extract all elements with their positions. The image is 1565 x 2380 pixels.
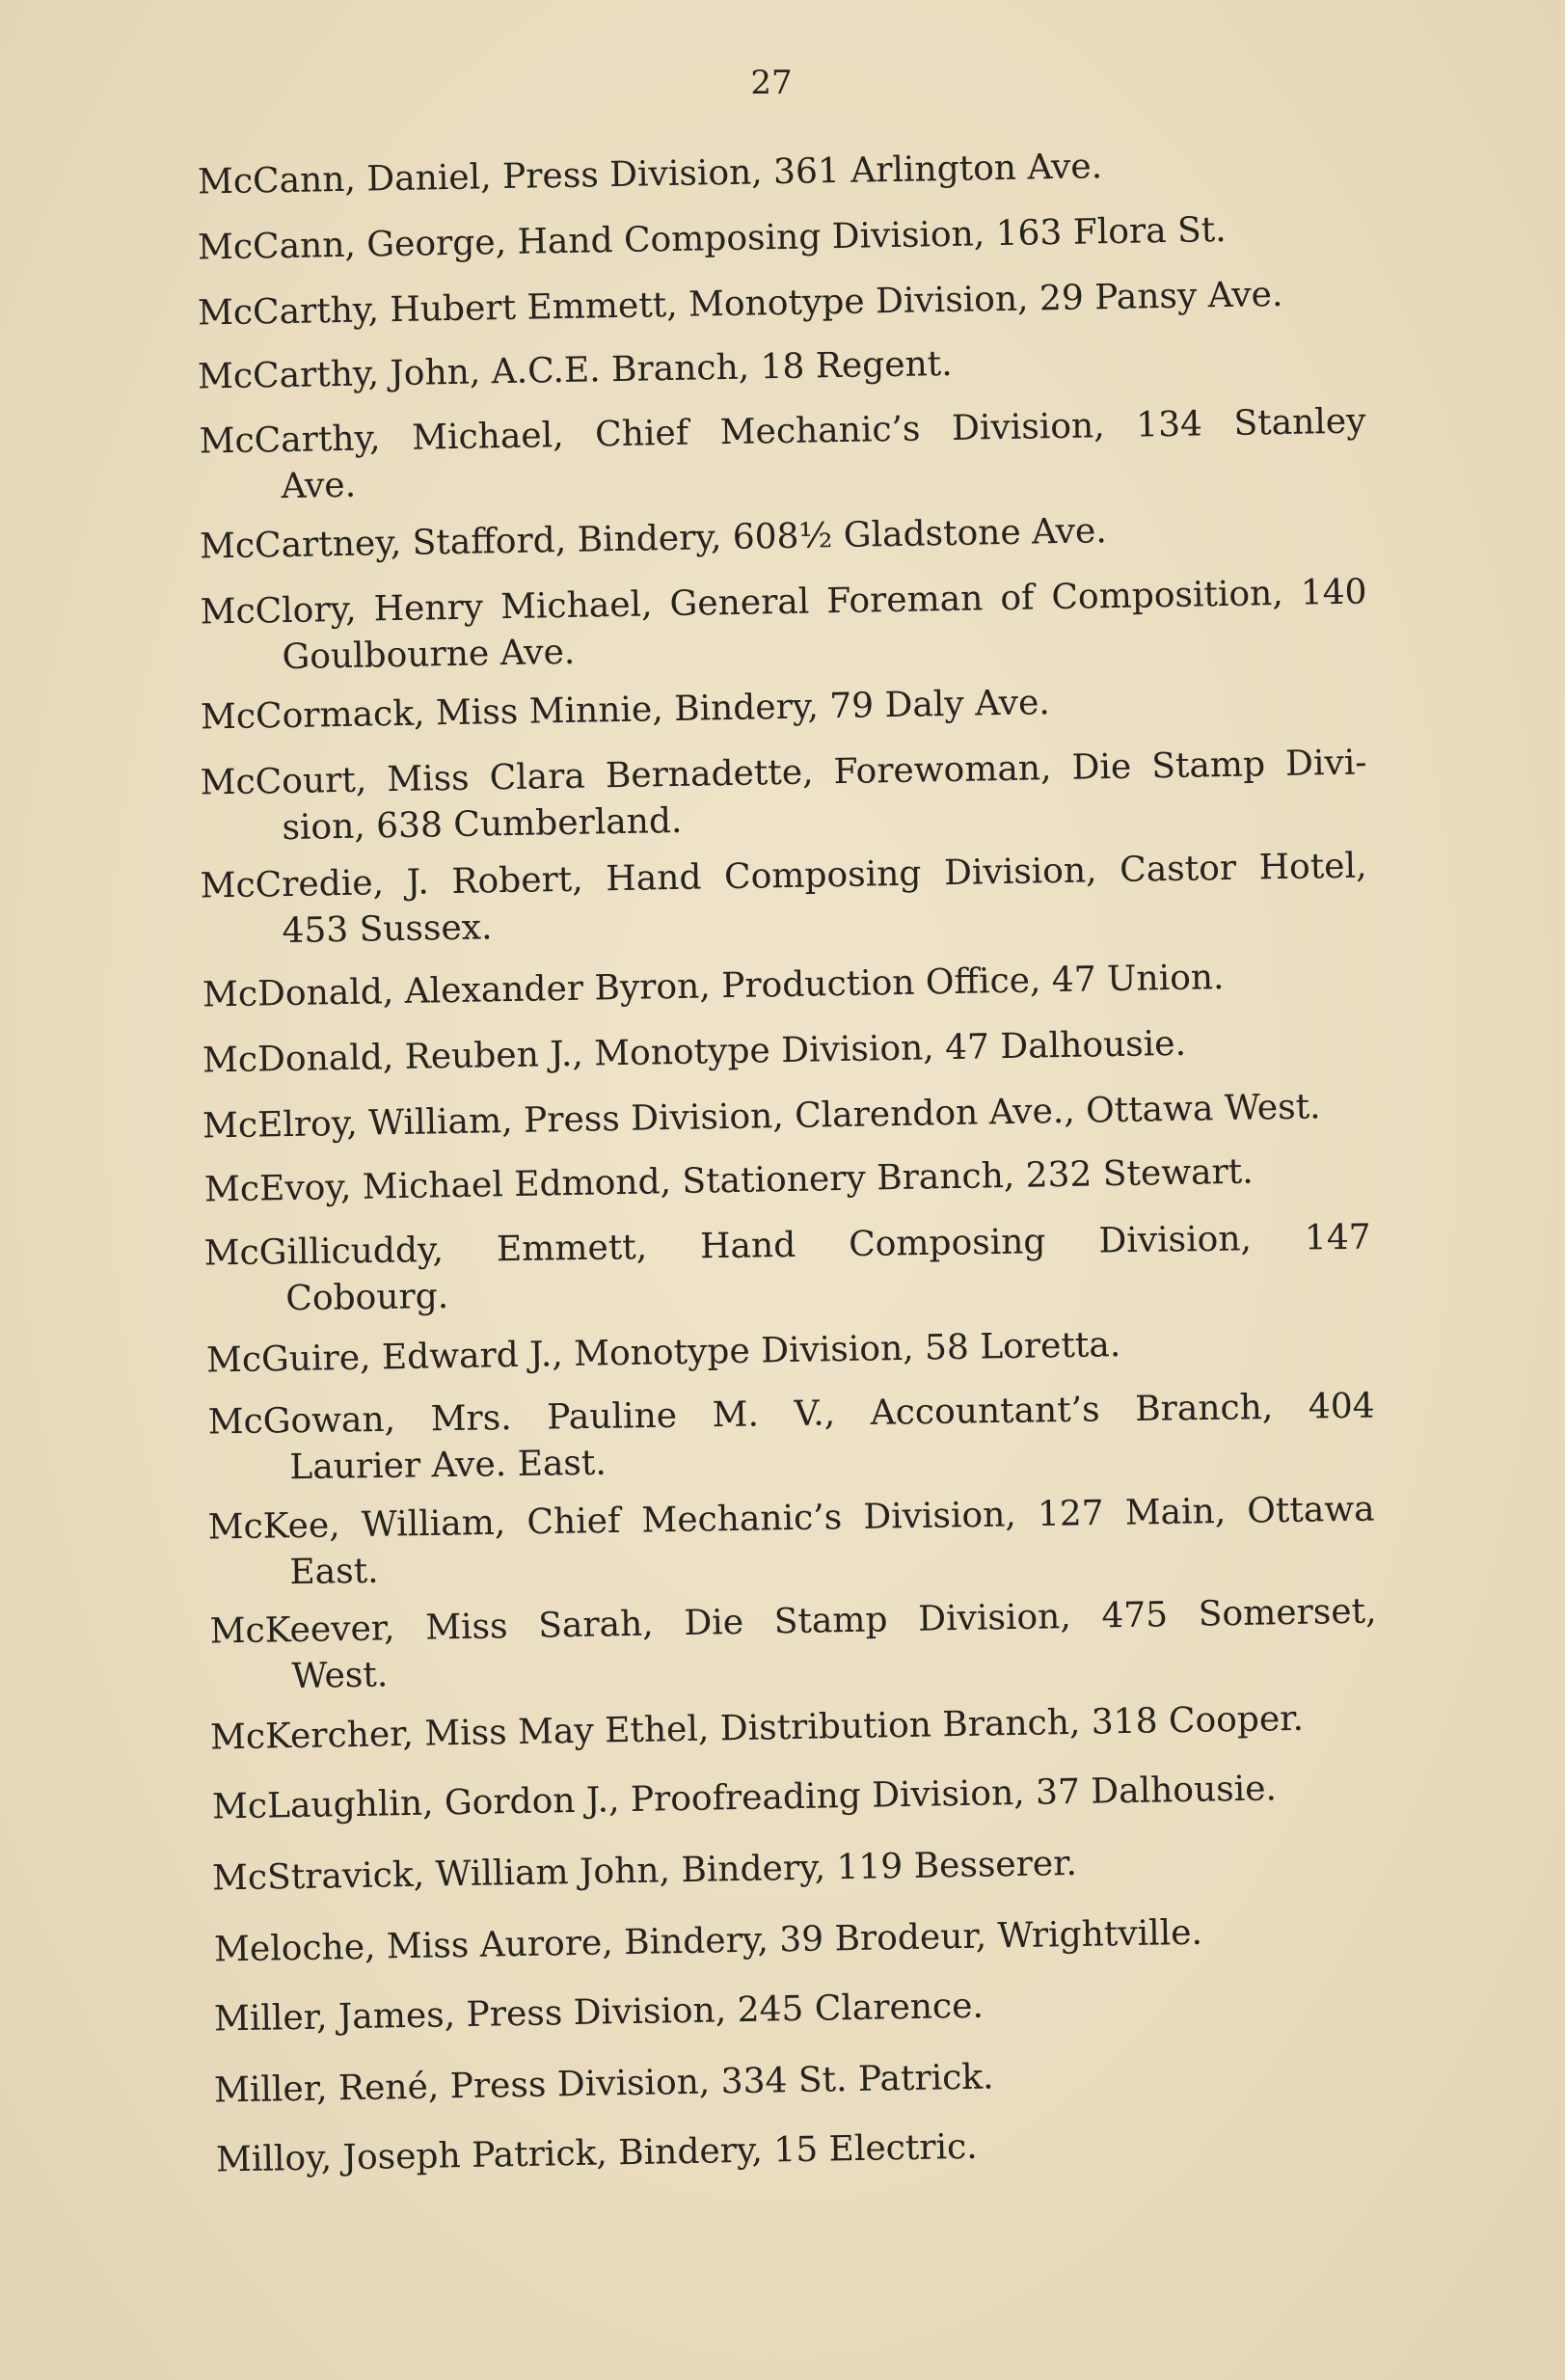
entry-line: McKee, William, Chief Mechanic’s Division, 127 Main, Ottawa — [207, 1489, 1375, 1548]
directory-entry — [200, 569, 1367, 682]
directory-entry — [207, 1384, 1375, 1493]
entry-line: McCarthy, Michael, Chief Mechanic’s Division, 134 Stanley — [199, 401, 1366, 462]
directory-entry — [202, 1083, 1370, 1149]
directory-entry — [200, 740, 1367, 852]
entry-continuation: Cobourg. — [285, 1276, 449, 1319]
entry-continuation: Ave. — [281, 465, 357, 507]
entry-continuation: Goulbourne Ave. — [282, 632, 576, 678]
entry-line: Miller, René, Press Division, 334 St. Patrick. — [213, 2057, 994, 2111]
entry-continuation: sion, 638 Cumberland. — [282, 800, 683, 849]
directory-entry — [202, 1017, 1370, 1084]
entry-line: McCredie, J. Robert, Hand Composing Division, Castor Hotel, — [200, 846, 1367, 906]
entry-continuation: West. — [291, 1655, 389, 1697]
directory-entry — [214, 1976, 1382, 2042]
entry-line: McCann, Daniel, Press Division, 361 Arlington Ave. — [197, 147, 1103, 203]
entry-line: McEvoy, Michael Edmond, Stationery Branch, 232 Stewart. — [203, 1151, 1254, 1210]
directory-entry — [200, 843, 1367, 956]
directory-entry — [204, 1147, 1372, 1213]
directory-entry — [198, 139, 1365, 205]
entry-line: McKercher, Miss May Ethel, Distribution Branch, 318 Cooper. — [209, 1698, 1305, 1758]
entry-line: McGowan, Mrs. Pauline M. V., Accountant’s Branch, 404 — [207, 1386, 1375, 1443]
directory-entry — [210, 1694, 1378, 1761]
directory-entry — [198, 334, 1365, 400]
directory-entry — [200, 503, 1367, 570]
directory-entry — [201, 674, 1368, 741]
entry-continuation: 453 Sussex. — [282, 907, 493, 952]
entry-line: Miller, James, Press Division, 245 Clarence. — [213, 1986, 985, 2040]
directory-entry — [203, 1215, 1371, 1324]
entry-line: McCarthy, Hubert Emmett, Monotype Division, 29 Pansy Ave. — [197, 274, 1283, 334]
directory-entry — [198, 270, 1365, 337]
entry-line: McCarthy, John, A.C.E. Branch, 18 Regent. — [197, 343, 953, 397]
directory-entry — [216, 2117, 1384, 2183]
entry-line: McGillicuddy, Emmett, Hand Composing Division, 147 — [203, 1217, 1371, 1274]
directory-entry — [198, 204, 1365, 271]
entry-line: McCann, George, Hand Composing Division, 163 Flora St. — [197, 209, 1227, 268]
directory-entry — [199, 398, 1366, 511]
entry-line: Meloche, Miss Aurore, Bindery, 39 Brodeur, Wrightville. — [213, 1912, 1203, 1970]
directory-entry — [207, 1487, 1375, 1598]
entry-line: McCormack, Miss Minnie, Bindery, 79 Daly Ave. — [200, 683, 1051, 738]
directory-entry — [212, 1835, 1380, 1902]
entry-line: McDonald, Alexander Byron, Production Office, 47 Union. — [202, 958, 1225, 1015]
directory-entry — [212, 1764, 1380, 1830]
entry-line: McCourt, Miss Clara Bernadette, Forewoman, Die Stamp Divi- — [200, 743, 1367, 803]
entry-line: McClory, Henry Michael, General Foreman of Composition, 140 — [200, 572, 1367, 633]
entry-line: McLaughlin, Gordon J., Proofreading Division, 37 Dalhousie. — [211, 1769, 1278, 1827]
entry-continuation: Laurier Ave. East. — [289, 1443, 607, 1488]
entry-line: McElroy, William, Press Division, Clarendon Ave., Ottawa West. — [202, 1087, 1321, 1147]
directory-entry — [214, 1907, 1382, 1973]
entry-line: Milloy, Joseph Patrick, Bindery, 15 Electric. — [215, 2126, 978, 2180]
directory-entry — [206, 1317, 1374, 1384]
directory-entry — [209, 1588, 1377, 1701]
entry-line: McStravick, William John, Bindery, 119 Besserer. — [211, 1843, 1078, 1899]
entry-line: McKeever, Miss Sarah, Die Stamp Division, 475 Somerset, — [209, 1591, 1377, 1652]
page-number: 27 — [750, 64, 793, 102]
entry-line: McDonald, Reuben J., Monotype Division, 47 Dalhousie. — [202, 1023, 1187, 1081]
entry-line: McCartney, Stafford, Bindery, 608½ Gladstone Ave. — [199, 511, 1108, 567]
directory-entry — [214, 2047, 1382, 2114]
directory-entry — [202, 952, 1370, 1018]
entry-continuation: East. — [289, 1551, 379, 1593]
entry-line: McGuire, Edward J., Monotype Division, 58 Loretta. — [205, 1325, 1121, 1381]
